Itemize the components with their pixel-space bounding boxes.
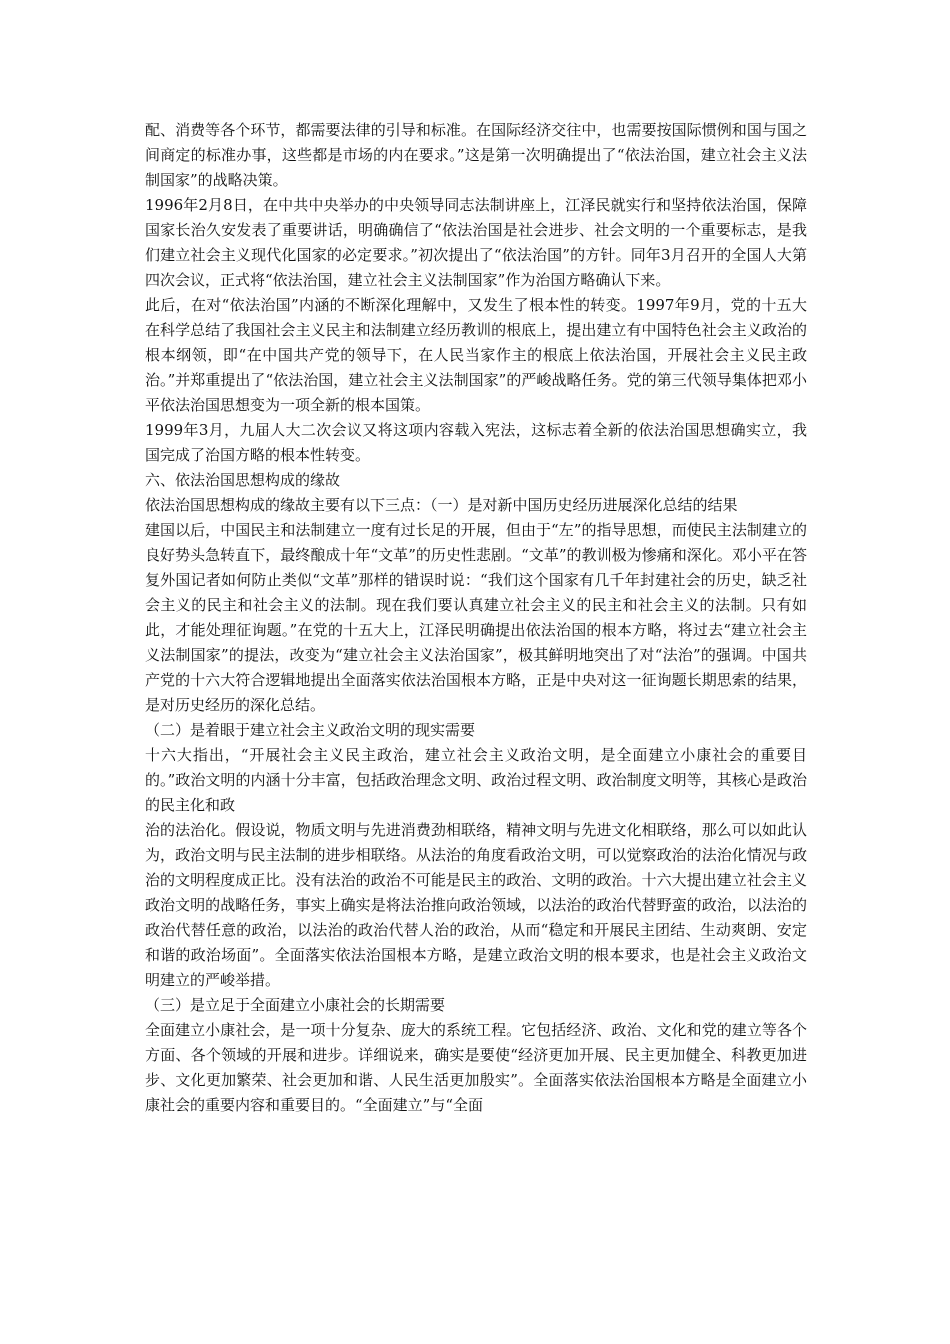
paragraph: 全面建立小康社会，是一项十分复杂、庞大的系统工程。它包括经济、政治、文化和党的建立等各个方面、各个领域的开展和进步。详细说来，确实是要使“经济更加开展、民主更加健全、科教更加进步、文化更加繁荣、社会更加和谐、人民生活更加殷实”。全面落实依法治国根本方略是全面建立小康社会的重要内容和重要目的。“全面建立”与“全面 — [145, 1021, 807, 1114]
paragraph: 依法治国思想构成的缘故主要有以下三点：（一）是对新中国历史经历进展深化总结的结果 — [145, 496, 738, 514]
document-body — [145, 118, 807, 1118]
paragraph: 十六大指出，“开展社会主义民主政治，建立社会主义政治文明，是全面建立小康社会的重要目的。”政治文明的内涵十分丰富，包括政治理念文明、政治过程文明、政治制度文明等，其核心是政治的民主化和政 — [145, 746, 807, 814]
paragraph: 1996年2月8日，在中共中央举办的中央领导同志法制讲座上，江泽民就实行和坚持依法治国，保障国家长治久安发表了重要讲话，明确确信了“依法治国是社会进步、社会文明的一个重要标志，是我们建立社会主义现代化国家的必定要求。”初次提出了“依法治国”的方针。同年3月召开的全国人大第四次会议，正式将“依法治国，建立社会主义法制国家”作为治国方略确认下来。 — [145, 196, 807, 289]
paragraph: 1999年3月，九届人大二次会议又将这项内容载入宪法，这标志着全新的依法治国思想确实立，我国完成了治国方略的根本性转变。 — [145, 421, 807, 464]
subsection-heading: （三）是立足于全面建立小康社会的长期需要 — [145, 996, 446, 1014]
subsection-heading: （二）是着眼于建立社会主义政治文明的现实需要 — [145, 721, 476, 739]
paragraph: 建国以后，中国民主和法制建立一度有过长足的开展，但由于“左”的指导思想，而使民主法制建立的良好势头急转直下，最终酿成十年“文革”的历史性悲剧。“文革”的教训极为惨痛和深化。邓小平在答复外国记者如何防止类似“文革”那样的错误时说：“我们这个国家有几千年封建社会的历史，缺乏社会主义的民主和社会主义的法制。现在我们要认真建立社会主义的民主和社会主义的法制。只有如此，才能处理征询题。”在党的十五大上，江泽民明确提出依法治国的根本方略，将过去“建立社会主义法制国家”的提法，改变为“建立社会主义法治国家”，极其鲜明地突出了对“法治”的强调。中国共产党的十六大符合逻辑地提出全面落实依法治国根本方略，正是中央对这一征询题长期思索的结果，是对历史经历的深化总结。 — [145, 521, 807, 714]
paragraph: 此后，在对“依法治国”内涵的不断深化理解中，又发生了根本性的转变。1997年9月，党的十五大在科学总结了我国社会主义民主和法制建立经历教训的根底上，提出建立有中国特色社会主义政治的根本纲领，即“在中国共产党的领导下，在人民当家作主的根底上依法治国，开展社会主义民主政治。”并郑重提出了“依法治国，建立社会主义法制国家”的严峻战略任务。党的第三代领导集体把邓小平依法治国思想变为一项全新的根本国策。 — [145, 296, 807, 414]
paragraph: 治的法治化。假设说，物质文明与先进消费劲相联络，精神文明与先进文化相联络，那么可以如此认为，政治文明与民主法制的进步相联络。从法治的角度看政治文明，可以觉察政治的法治化情况与政治的文明程度成正比。没有法治的政治不可能是民主的政治、文明的政治。十六大提出建立社会主义政治文明的战略任务，事实上确实是将法治推向政治领域，以法治的政治代替野蛮的政治，以法治的政治代替任意的政治，以法治的政治代替人治的政治，从而“稳定和开展民主团结、生动爽朗、安定和谐的政治场面”。全面落实依法治国根本方略，是建立政治文明的根本要求，也是社会主义政治文明建立的严峻举措。 — [145, 821, 807, 989]
section-heading: 六、依法治国思想构成的缘故 — [145, 471, 341, 489]
paragraph: 配、消费等各个环节，都需要法律的引导和标准。在国际经济交往中，也需要按国际惯例和国与国之间商定的标准办事，这些都是市场的内在要求。”这是第一次明确提出了“依法治国，建立社会主义法制国家”的战略决策。 — [145, 121, 807, 189]
